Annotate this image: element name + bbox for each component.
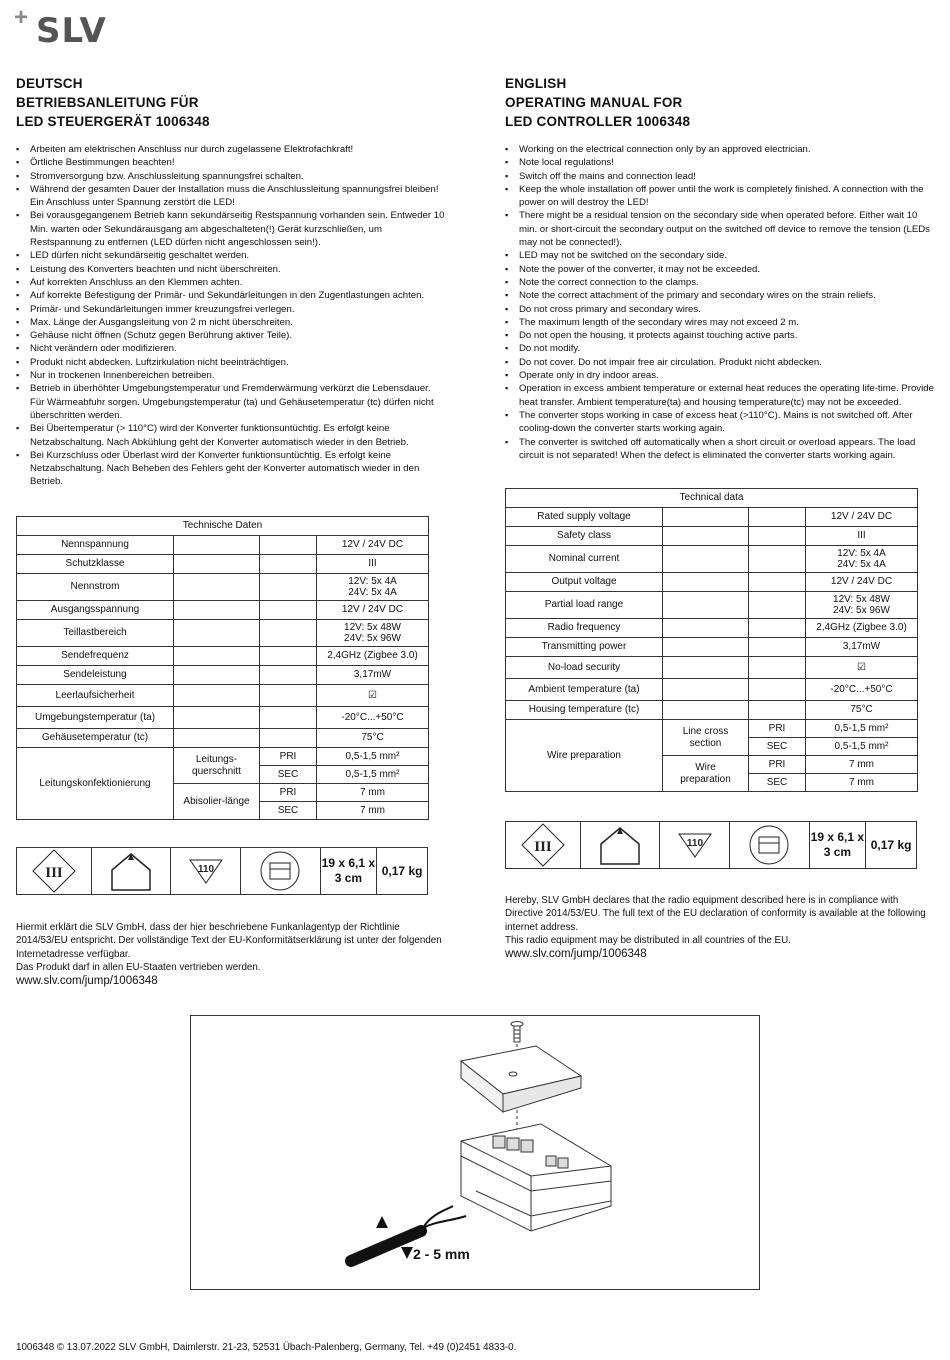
indoor-use-house-icon (92, 848, 172, 894)
empty-cell (260, 729, 317, 748)
table-row (506, 638, 918, 657)
english-declaration-text: Hereby, SLV GmbH declares that the radio equipment described here is in compliance with Directive 2014/53/EU. The full text of the EU declaration of conformity is available at the following internet address. (505, 895, 926, 933)
empty-cell (260, 647, 317, 666)
german-heading-manual: BETRIEBSANLEITUNG FÜR (16, 95, 199, 110)
screw-icon (511, 1022, 523, 1043)
empty-cell (174, 647, 260, 666)
english-distribution-text: This radio equipment may be distributed in all countries of the EU. (505, 934, 791, 946)
table-row (17, 647, 429, 666)
german-declaration-text: Hiermit erklärt die SLV GmbH, dass der hier beschriebene Funkanlagentyp der Richtlinie 2014/53/EU entspricht. Der vollständige Text der EU-Konformitätserklärung ist unter der folgenden Internetadresse verfügbar. (16, 922, 442, 960)
row-label: Umgebungstemperatur (ta) (17, 707, 174, 729)
bullet-item: ▪ Bei Kurzschluss oder Überlast wird der Konverter funktionsuntüchtig. Es erfolgt keine Netzabschaltung. Nach Beheben des Fehlers geht der Konverter automatisch wieder in den Betrieb. (16, 449, 446, 489)
german-heading (16, 74, 446, 131)
controller-wiring-drawing (191, 1016, 759, 1289)
table-row (17, 555, 429, 574)
english-url[interactable]: www.slv.com/jump/1006348 (505, 948, 647, 961)
empty-cell (174, 536, 260, 555)
table-row (506, 657, 918, 679)
table-title-row (506, 489, 918, 508)
svg-text:110: 110 (197, 864, 214, 875)
table-row (17, 601, 429, 620)
table-row (506, 527, 918, 546)
german-section (16, 74, 446, 489)
empty-cell (663, 638, 749, 657)
row-value: ☑ (317, 685, 429, 707)
temperature-110-triangle-icon (660, 822, 730, 868)
bullet-item: ▪ Örtliche Bestimmungen beachten! (16, 156, 446, 169)
slv-logo (14, 4, 124, 51)
wire-side: SEC (260, 802, 317, 820)
bullet-item: ▪ Stromversorgung bzw. Anschlussleitung spannungsfrei schalten. (16, 170, 446, 183)
controller-housing (461, 1124, 611, 1231)
empty-cell (749, 592, 806, 619)
independent-ballast-icon (730, 822, 810, 868)
row-value: 12V / 24V DC (806, 573, 918, 592)
bullet-item: ▪ Nicht verändern oder modifizieren. (16, 342, 446, 355)
empty-cell (260, 536, 317, 555)
bullet-item: ▪ Auf korrekten Anschluss an den Klemmen achten. (16, 276, 446, 289)
table-row (506, 679, 918, 701)
german-heading-language: DEUTSCH (16, 76, 83, 91)
row-value: III (806, 527, 918, 546)
bullet-item: ▪ Bei Übertemperatur (> 110°C) wird der Konverter funktionsuntüchtig. Es erfolgt keine Netzabschaltung. Nach Abkühlung geht der Konverter automatisch wieder in den Betrieb. (16, 422, 446, 449)
wire-side: PRI (260, 748, 317, 766)
row-label: Ausgangsspannung (17, 601, 174, 620)
row-value: 12V / 24V DC (317, 536, 429, 555)
row-value: 3,17mW (806, 638, 918, 657)
row-value: -20°C...+50°C (806, 679, 918, 701)
bullet-item: ▪ Leistung des Konverters beachten und nicht überschreiten. (16, 263, 446, 276)
table-row (17, 748, 429, 766)
table-row (506, 508, 918, 527)
empty-cell (174, 574, 260, 601)
german-tech-table (16, 516, 429, 820)
weight-label: 0,17 kg (381, 863, 423, 878)
row-value: 12V: 5x 4A 24V: 5x 4A (806, 546, 918, 573)
table-row (506, 720, 918, 738)
row-label: Gehäusetemperatur (tc) (17, 729, 174, 748)
empty-cell (749, 508, 806, 527)
empty-cell (260, 574, 317, 601)
empty-cell (749, 527, 806, 546)
wire-label: Wire preparation (506, 720, 663, 792)
table-title-row (17, 517, 429, 536)
table-row (17, 707, 429, 729)
row-value: 12V / 24V DC (806, 508, 918, 527)
row-label: Nennstrom (17, 574, 174, 601)
installation-illustration (190, 1015, 760, 1290)
bullet-item: ▪ Bei vorausgegangenem Betrieb kann sekundärseitig Restspannung vorhanden sein. Entweder 10 Min. warten oder Sekundärausgang am abgeschalteten(!) Gerät kurzschließen, um Restspannung zu entfernen (LED dürfen nicht angeschlossen sein!). (16, 209, 446, 249)
dimensions-label: 19 x 6,1 x 3 cm (321, 848, 378, 894)
table-title: Technical data (506, 489, 918, 508)
empty-cell (260, 601, 317, 620)
strip-length-label: 2 - 5 mm (413, 1246, 470, 1262)
bullet-item: ▪ Do not cross primary and secondary wires. (505, 303, 935, 316)
bullet-item: ▪ Während der gesamten Dauer der Installation muss die Anschlussleitung spannungsfrei bleiben! Ein Anschluss unter Spannung zerstört die LED! (16, 183, 446, 210)
table-row (17, 666, 429, 685)
empty-cell (749, 638, 806, 657)
english-declaration (505, 894, 935, 961)
row-value: 12V: 5x 4A 24V: 5x 4A (317, 574, 429, 601)
empty-cell (663, 679, 749, 701)
empty-cell (749, 701, 806, 720)
weight-label: 0,17 kg (870, 837, 912, 852)
row-label: Radio frequency (506, 619, 663, 638)
cover-plate (461, 1046, 581, 1112)
bullet-item: ▪ The converter stops working in case of excess heat (>110°C). Mains is not switched off. After cooling-down the converter starts working again. (505, 409, 935, 436)
bullet-item: ▪ LED may not be switched on the secondary side. (505, 249, 935, 262)
row-value: 2,4GHz (Zigbee 3.0) (806, 619, 918, 638)
row-value: 2,4GHz (Zigbee 3.0) (317, 647, 429, 666)
bullet-item: ▪ There might be a residual tension on the secondary side when operated before. Either wait 10 min. or short-circuit the secondary output on the switched off device to remove the tension (LEDs may not be connected!). (505, 209, 935, 249)
row-label: Nominal current (506, 546, 663, 573)
row-label: Sendeleistung (17, 666, 174, 685)
row-label: Transmitting power (506, 638, 663, 657)
empty-cell (663, 546, 749, 573)
german-distribution-text: Das Produkt darf in allen EU-Staaten vertrieben werden. (16, 961, 261, 973)
german-url[interactable]: www.slv.com/jump/1006348 (16, 975, 158, 988)
row-label: Safety class (506, 527, 663, 546)
table-row (17, 574, 429, 601)
logo-plus: + (14, 4, 29, 31)
english-heading (505, 74, 935, 131)
wire-value: 0,5-1,5 mm² (806, 720, 918, 738)
english-tech-table (505, 488, 918, 792)
page-footer: 1006348 © 13.07.2022 SLV GmbH, Daimlerstr. 21-23, 52531 Übach-Palenberg, Germany, Tel. +49 (0)2451 4833-0. (16, 1342, 517, 1353)
protection-class-iii-icon (17, 848, 92, 894)
wire-value: 7 mm (806, 774, 918, 792)
row-value: 12V: 5x 48W 24V: 5x 96W (317, 620, 429, 647)
row-label: Partial load range (506, 592, 663, 619)
bullet-item: ▪ Note the power of the converter, it may not be exceeded. (505, 263, 935, 276)
row-value: 12V / 24V DC (317, 601, 429, 620)
wire-group-label: Line cross section (663, 720, 749, 756)
table-row (506, 573, 918, 592)
row-label: Teillastbereich (17, 620, 174, 647)
bullet-item: ▪ Switch off the mains and connection lead! (505, 170, 935, 183)
empty-cell (260, 555, 317, 574)
empty-cell (749, 619, 806, 638)
german-symbol-row (16, 847, 428, 895)
table-row (17, 729, 429, 748)
bullet-item: ▪ Do not modify. (505, 342, 935, 355)
english-heading-manual: OPERATING MANUAL FOR (505, 95, 683, 110)
bullet-item: ▪ Max. Länge der Ausgangsleitung von 2 m nicht überschreiten. (16, 316, 446, 329)
row-label: Schutzklasse (17, 555, 174, 574)
row-value: -20°C...+50°C (317, 707, 429, 729)
english-section (505, 74, 935, 462)
wire-value: 0,5-1,5 mm² (317, 766, 429, 784)
empty-cell (663, 619, 749, 638)
table-row (506, 619, 918, 638)
empty-cell (663, 573, 749, 592)
table-row (506, 701, 918, 720)
empty-cell (663, 592, 749, 619)
german-heading-product: LED STEUERGERÄT 1006348 (16, 114, 210, 129)
wire-value: 7 mm (317, 784, 429, 802)
bullet-item: ▪ Do not cover. Do not impair free air circulation. Produkt nicht abdecken. (505, 356, 935, 369)
bullet-item: ▪ The converter is switched off automatically when a short circuit or overload appears. The load circuit is not separated! When the defect is eliminated the converter starts working again. (505, 436, 935, 463)
row-value: 12V: 5x 48W 24V: 5x 96W (806, 592, 918, 619)
german-declaration (16, 921, 446, 988)
svg-text:III: III (45, 865, 63, 881)
wire-side: PRI (260, 784, 317, 802)
empty-cell (663, 527, 749, 546)
table-row (17, 536, 429, 555)
bullet-item: ▪ Note local regulations! (505, 156, 935, 169)
empty-cell (260, 666, 317, 685)
bullet-item: ▪ Keep the whole installation off power until the work is completely finished. A connection with the power on will destroy the LED! (505, 183, 935, 210)
bullet-item: ▪ Note the correct connection to the clamps. (505, 276, 935, 289)
empty-cell (174, 685, 260, 707)
temperature-110-triangle-icon (171, 848, 241, 894)
bullet-item: ▪ Working on the electrical connection only by an approved electrician. (505, 143, 935, 156)
bullet-item: ▪ Betrieb in überhöhter Umgebungstemperatur und Fremderwärmung verkürzt die Lebensdauer. Für Wärmeabfuhr sorgen. Umgebungstemperatur (ta) und Gehäusetemperatur (tc) dürfen nicht überschritten werden. (16, 382, 446, 422)
empty-cell (260, 685, 317, 707)
table-row (17, 620, 429, 647)
bullet-item: ▪ The maximum length of the secondary wires may not exceed 2 m. (505, 316, 935, 329)
wire-label: Leitungskonfektionierung (17, 748, 174, 820)
empty-cell (174, 707, 260, 729)
english-bullet-list (505, 143, 935, 462)
empty-cell (174, 620, 260, 647)
wire-side: SEC (749, 738, 806, 756)
empty-cell (260, 620, 317, 647)
row-label: No-load security (506, 657, 663, 679)
table-row (506, 592, 918, 619)
empty-cell (663, 508, 749, 527)
table-row (17, 685, 429, 707)
bullet-item: ▪ Operation in excess ambient temperature or external heat reduces the operating life-time. Provide heat transfer. Ambient temperature(ta) and housing temperature(tc) may not be exceeded. (505, 382, 935, 409)
wire-side: SEC (749, 774, 806, 792)
dimensions-label: 19 x 6,1 x 3 cm (810, 822, 867, 868)
bullet-item: ▪ Operate only in dry indoor areas. (505, 369, 935, 382)
bullet-item: ▪ Primär- und Sekundärleitungen immer kreuzungsfrei verlegen. (16, 303, 446, 316)
row-label: Ambient temperature (ta) (506, 679, 663, 701)
english-heading-language: ENGLISH (505, 76, 567, 91)
wire-value: 0,5-1,5 mm² (806, 738, 918, 756)
row-value: 3,17mW (317, 666, 429, 685)
empty-cell (174, 729, 260, 748)
bullet-item: ▪ Produkt nicht abdecken. Luftzirkulation nicht beeinträchtigen. (16, 356, 446, 369)
row-value: 75°C (806, 701, 918, 720)
german-bullet-list (16, 143, 446, 489)
wire-group-label: Wire preparation (663, 756, 749, 792)
svg-text:110: 110 (686, 838, 703, 849)
protection-class-iii-icon (506, 822, 581, 868)
row-label: Sendefrequenz (17, 647, 174, 666)
svg-text:III: III (534, 839, 552, 855)
bullet-item: ▪ Auf korrekte Befestigung der Primär- und Sekundärleitungen in den Zugentlastungen achten. (16, 289, 446, 302)
wire-value: 7 mm (806, 756, 918, 774)
bullet-item: ▪ LED dürfen nicht sekundärseitig geschaltet werden. (16, 249, 446, 262)
empty-cell (174, 666, 260, 685)
indoor-use-house-icon (581, 822, 661, 868)
empty-cell (260, 707, 317, 729)
table-title: Technische Daten (17, 517, 429, 536)
english-symbol-row (505, 821, 917, 869)
empty-cell (749, 679, 806, 701)
english-heading-product: LED CONTROLLER 1006348 (505, 114, 691, 129)
row-label: Nennspannung (17, 536, 174, 555)
bullet-item: ▪ Do not open the housing, it protects against touching active parts. (505, 329, 935, 342)
wire-value: 0,5-1,5 mm² (317, 748, 429, 766)
table-row (506, 546, 918, 573)
wire-side: SEC (260, 766, 317, 784)
bullet-item: ▪ Nur in trockenen Innenbereichen betreiben. (16, 369, 446, 382)
wire-side: PRI (749, 720, 806, 738)
wire-value: 7 mm (317, 802, 429, 820)
row-value: ☑ (806, 657, 918, 679)
bullet-item: ▪ Note the correct attachment of the primary and secondary wires on the strain reliefs. (505, 289, 935, 302)
bullet-item: ▪ Arbeiten am elektrischen Anschluss nur durch zugelassene Elektrofachkraft! (16, 143, 446, 156)
wire-group-label: Leitungs- querschnitt (174, 748, 260, 784)
empty-cell (749, 573, 806, 592)
wire-group-label: Abisolier-länge (174, 784, 260, 820)
wire-side: PRI (749, 756, 806, 774)
empty-cell (663, 657, 749, 679)
empty-cell (174, 601, 260, 620)
empty-cell (749, 657, 806, 679)
empty-cell (174, 555, 260, 574)
row-value: 75°C (317, 729, 429, 748)
row-value: III (317, 555, 429, 574)
independent-ballast-icon (241, 848, 321, 894)
logo-wordmark: SLV (36, 11, 107, 51)
row-label: Leerlaufsicherheit (17, 685, 174, 707)
empty-cell (749, 546, 806, 573)
row-label: Output voltage (506, 573, 663, 592)
empty-cell (663, 701, 749, 720)
row-label: Rated supply voltage (506, 508, 663, 527)
row-label: Housing temperature (tc) (506, 701, 663, 720)
bullet-item: ▪ Gehäuse nicht öffnen (Schutz gegen Berührung aktiver Teile). (16, 329, 446, 342)
